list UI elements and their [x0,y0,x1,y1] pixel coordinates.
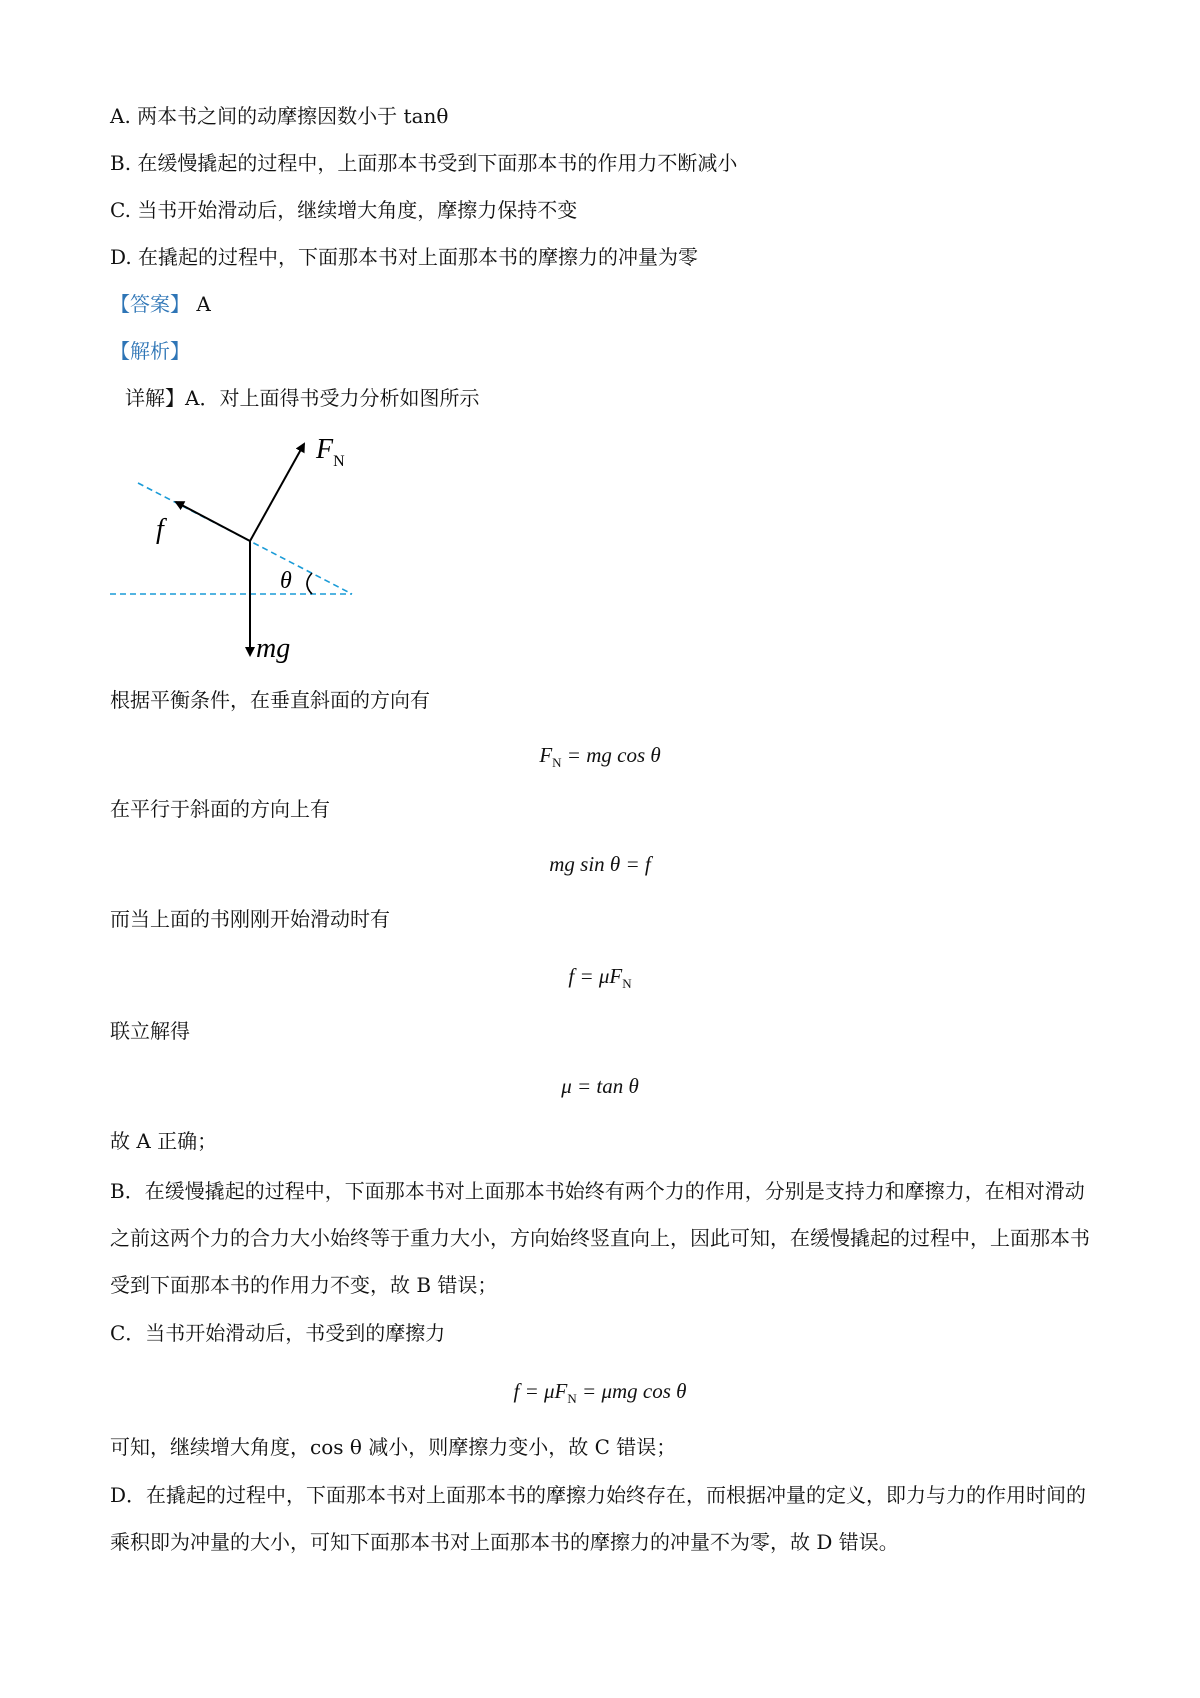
option-text: 当书开始滑动后，继续增大角度，摩擦力保持不变 [137,198,578,222]
equation-2: mg sin θ = f [549,852,651,876]
label-theta: θ [280,568,292,594]
option-label: A. [110,104,131,128]
analysis-line [110,336,190,366]
text-3: 而当上面的书刚刚开始滑动时有 [110,907,390,931]
text-c2: 可知，继续增大角度，cos θ 减小，则摩擦力变小，故 C 错误； [110,1435,677,1459]
friction-arrow [176,502,250,541]
detail-intro: 详解】A．对上面得书受力分析如图所示 [125,386,480,410]
option-label: B. [110,151,132,175]
text-5: 故 A 正确； [110,1129,218,1153]
option-text: 在撬起的过程中，下面那本书对上面那本书的摩擦力的冲量为零 [138,245,699,269]
analysis-tag: 【解析】 [110,339,190,363]
equation-5: $f = \mu F_N = \mu mg$ cos θ [513,1379,687,1407]
equation-1: $F_N$ = mg cos θ [539,743,661,771]
option-text: 在缓慢撬起的过程中，上面那本书受到下面那本书的作用力不断减小 [137,151,738,175]
answer-tag: 【答案】 [110,292,190,316]
answer-line [110,289,211,319]
label-f: f [156,514,164,545]
text-c: C．当书开始滑动后，书受到的摩擦力 [110,1321,446,1345]
option-text: 两本书之间的动摩擦因数小于 tanθ [137,104,449,128]
angle-arc [307,573,312,594]
option-label: C. [110,198,131,222]
option-b [110,148,737,178]
force-diagram [100,430,380,670]
option-label: D. [110,245,132,269]
option-c [110,195,577,225]
normal-force-arrow [250,444,304,541]
paragraph-d: D．在撬起的过程中，下面那本书对上面那本书的摩擦力始终存在，而根据冲量的定义，即力与力的作用时间的乘积即为冲量的大小，可知下面那本书对上面那本书的摩擦力的冲量不为零，故 D 错误。 [110,1483,1087,1554]
answer-value: A [196,292,211,316]
label-fn: $F_N$ [316,434,345,470]
option-d [110,242,698,272]
option-a [110,101,448,131]
label-mg: mg [256,633,291,664]
text-4: 联立解得 [110,1019,190,1043]
equation-3: $f = \mu F_N$ [568,964,632,992]
paragraph-b: B．在缓慢撬起的过程中，下面那本书对上面那本书始终有两个力的作用，分别是支持力和摩擦力，在相对滑动之前这两个力的合力大小始终等于重力大小，方向始终竖直向上，因此可知，在缓慢撬起的过程中，上面那本书受到下面那本书的作用力不变，故 B 错误； [110,1179,1090,1297]
equation-4: μ = tan θ [561,1074,639,1098]
text-1: 根据平衡条件，在垂直斜面的方向有 [110,688,430,712]
text-2: 在平行于斜面的方向上有 [110,797,330,821]
